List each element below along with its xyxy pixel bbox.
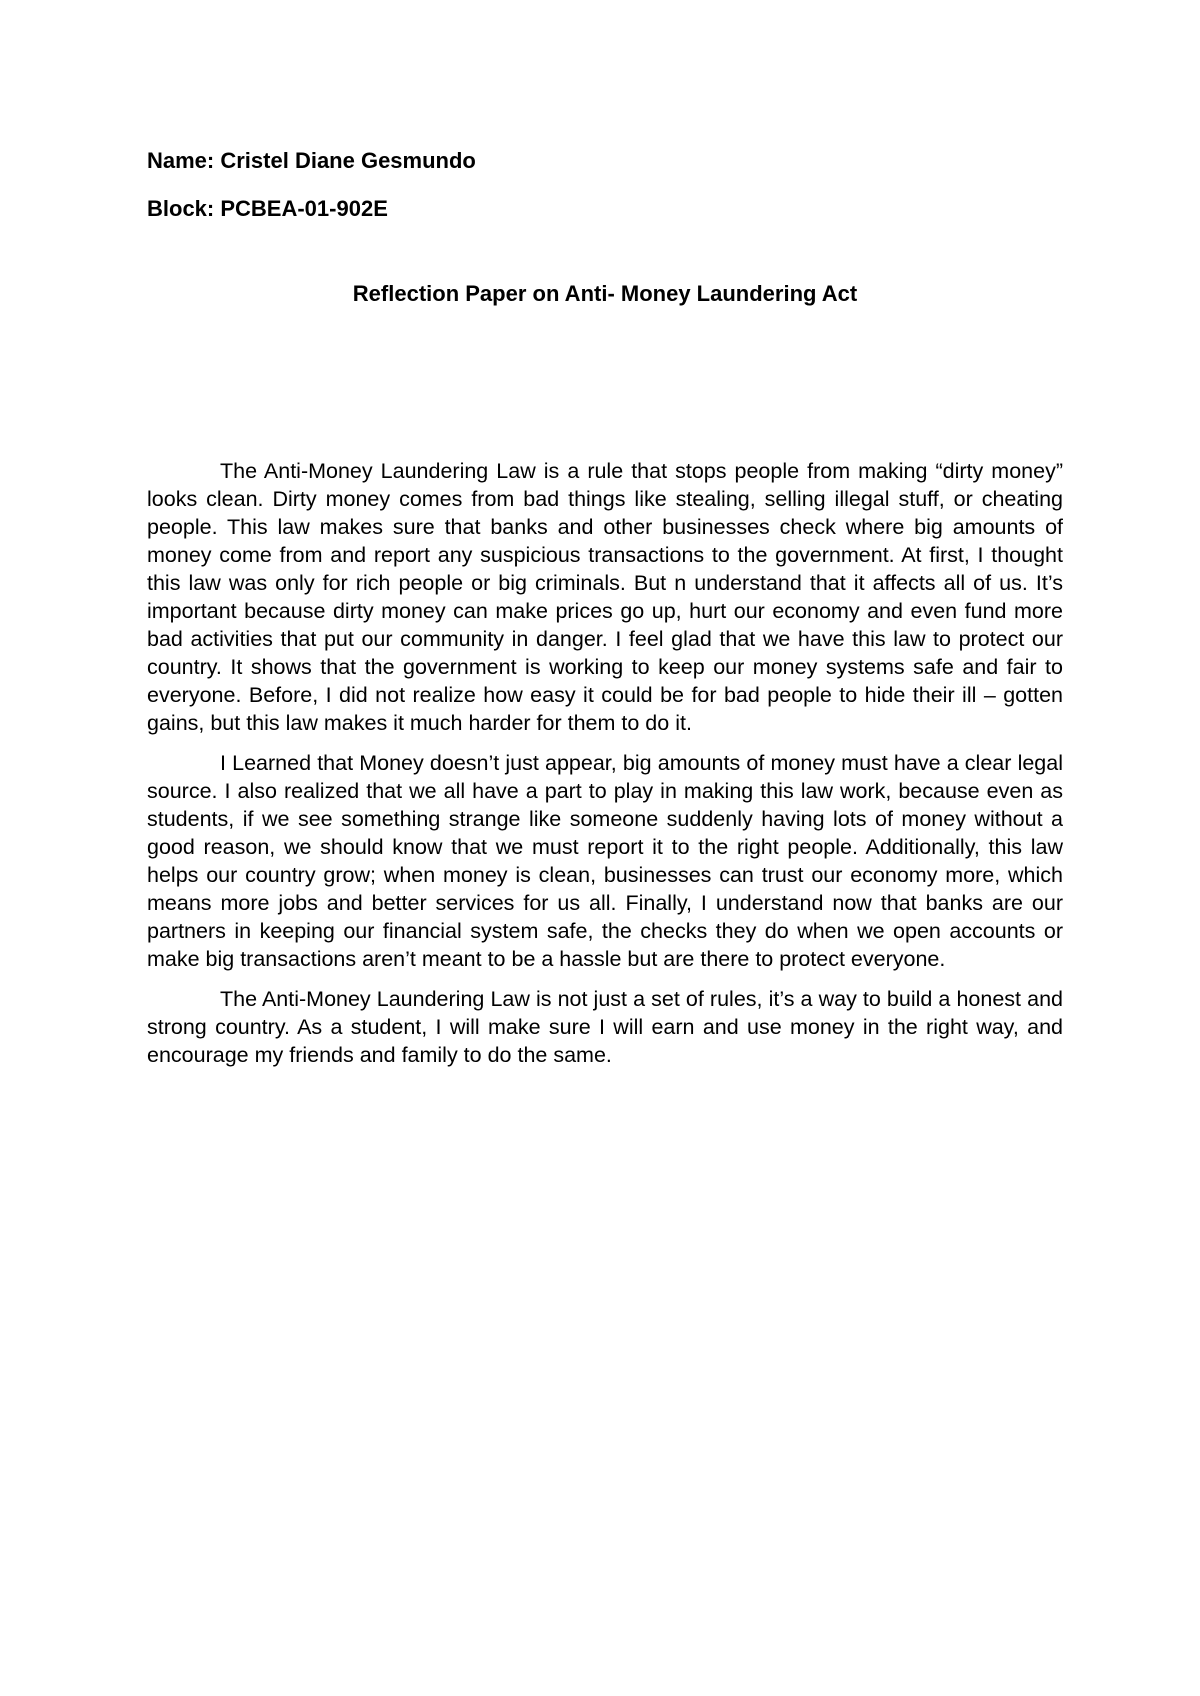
paragraph-2: I Learned that Money doesn’t just appear, big amounts of money must have a clear legal source. I also realized that we all have a part to play in making this law work, because even as students, if we see something strange like someone suddenly having lots of money without a good reason, we should know that we must report it to the right people. Additionally, this law helps our country grow; when money is clean, businesses can trust our economy more, which means more jobs and better services for us all. Finally, I understand now that banks are our partners in keeping our financial system safe, the checks they do when we open accounts or make big transactions aren’t meant to be a hassle but are there to protect everyone. xyxy=(147,751,1063,971)
paragraph-3: The Anti-Money Laundering Law is not just a set of rules, it’s a way to build a honest and strong country. As a student, I will make sure I will earn and use money in the right way, and encourage my friends and family to do the same. xyxy=(147,987,1063,1067)
paragraph-1: The Anti-Money Laundering Law is a rule that stops people from making “dirty money” looks clean. Dirty money comes from bad things like stealing, selling illegal stuff, or cheating people. This law makes sure that banks and other businesses check where big amounts of money come from and report any suspicious transactions to the government. At first, I thought this law was only for rich people or big criminals. But n understand that it affects all of us. It’s important because dirty money can make prices go up, hurt our economy and even fund more bad activities that put our community in danger. I feel glad that we have this law to protect our country. It shows that the government is working to keep our money systems safe and fair to everyone. Before, I did not realize how easy it could be for bad people to hide their ill – gotten gains, but this law makes it much harder for them to do it. xyxy=(147,459,1063,735)
block-section: Block: PCBEA-01-902E xyxy=(147,196,388,221)
paper-body xyxy=(147,457,1063,1081)
author-name: Name: Cristel Diane Gesmundo xyxy=(147,148,476,173)
paper-title: Reflection Paper on Anti- Money Laundering Act xyxy=(352,281,858,306)
